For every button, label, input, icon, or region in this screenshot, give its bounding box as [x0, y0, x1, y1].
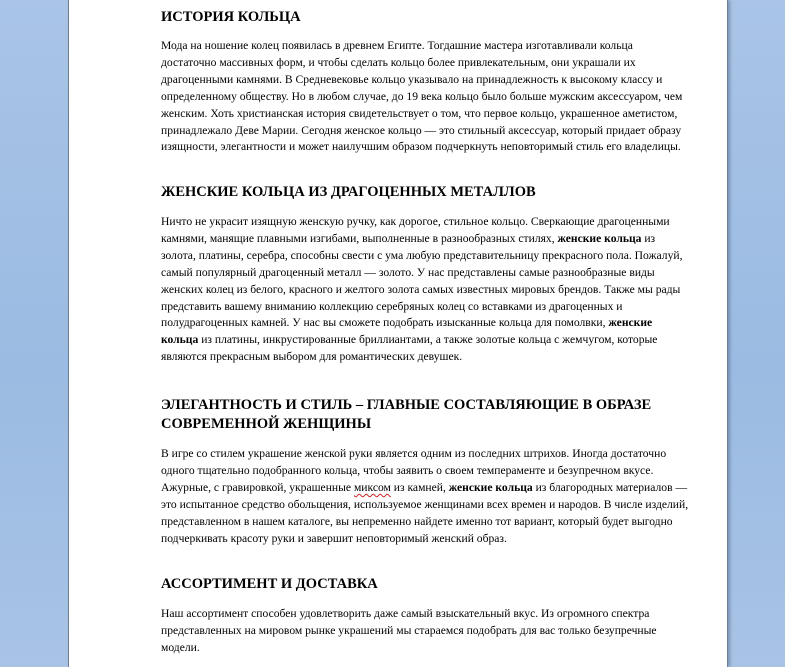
section-title-history: ИСТОРИЯ КОЛЬЦА	[161, 9, 301, 25]
document-page[interactable]	[68, 0, 728, 667]
section-title-elegance: ЭЛЕГАНТНОСТЬ И СТИЛЬ – ГЛАВНЫЕ СОСТАВЛЯЮЩИЕ В ОБРАЗЕ СОВРЕМЕННОЙ ЖЕНЩИНЫ	[161, 397, 652, 432]
bold-keyword: женские кольца	[161, 316, 653, 347]
section-title-assortment: АССОРТИМЕНТ И ДОСТАВКА	[161, 576, 378, 592]
text-run: из благородных материалов — это испытанное средство обольщения, используемое женщинами всех времен и народов. В числе изделий, представленном в нашем каталоге, вы непременно найдете именно тот вариант, который будет выгодно подчеркивать красоту руки и завершит неповторимый женский образ.	[161, 480, 689, 545]
section-paragraph-elegance[interactable]	[161, 446, 689, 547]
section-paragraph-assortment[interactable]	[161, 606, 689, 657]
bold-keyword: женские кольца	[557, 231, 642, 245]
text-run: В игре со стилем украшение женской руки является одним из последних штрихов. Иногда достаточно одного тщательно подобранного кольца, чтобы заявить о своем темпераменте и безупречном вкусе. Ажурные, с гравировкой, украшенные	[161, 447, 667, 494]
spellcheck-word[interactable]: миксом	[353, 480, 391, 494]
text-run: Ничто не украсит изящную женскую ручку, как дорогое, стильное кольцо. Сверкающие драгоценными камнями, манящие плавными изгибами, выполненные в разнообразных стилях,	[161, 215, 670, 245]
text-run: Мода на ношение колец появилась в древнем Египте. Тогдашние мастера изготавливали кольца достаточно массивных форм, и чтобы сделать кольцо более привлекательным, они украшали их драгоценными камнями. В Средневековье кольцо указывало на принадлежность к высокому классу и определенному обществу. Но в любом случае, до 19 века кольцо было больше мужским аксессуаром, чем женским. Хоть христианская история свидетельствует о том, что первое кольцо, украшенное аметистом, принадлежало Деве Марии. Сегодня женское кольцо — это стильный аксессуар, который придает образу изящности, элегантности и может наилучшим образом подчеркнуть неповторимый стиль его владелицы.	[161, 39, 683, 154]
bold-keyword: женские кольца	[448, 480, 533, 494]
text-run: из камней,	[390, 480, 449, 494]
text-run: из золота, платины, серебра, способны свести с ума любую представительницу прекрасного пола. Пожалуй, самый популярный драгоценный металл — золото. У нас представлены самые разнообразные виды женских колец из белого, красного и желтого золота самых известных мировых брендов. Также мы рады представить вашему вниманию коллекцию серебряных колец со вставками из драгоценных и полудрагоценных камней. У нас вы сможете подобрать изысканные кольца для помолвки,	[161, 231, 683, 330]
section-paragraph-history[interactable]	[161, 38, 689, 156]
text-run: Наш ассортимент способен удовлетворить даже самый взыскательный вкус. Из огромного спектра представленных на мировом рынке украшений мы стараемся подобрать для вас только безупречные модели.	[161, 607, 657, 654]
section-paragraph-women-rings[interactable]	[161, 214, 689, 366]
section-title-women-rings: ЖЕНСКИЕ КОЛЬЦА ИЗ ДРАГОЦЕННЫХ МЕТАЛЛОВ	[161, 184, 536, 200]
text-run: из платины, инкрустированные бриллиантами, а также золотые кольца с жемчугом, которые являются прекрасным выбором для романтических девушек.	[161, 333, 658, 364]
